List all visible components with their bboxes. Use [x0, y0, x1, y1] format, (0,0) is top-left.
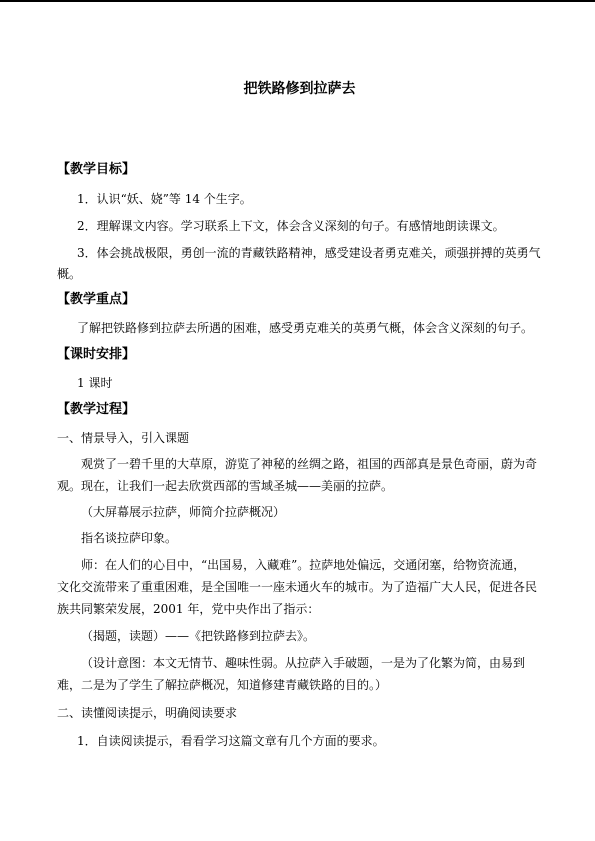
step-2-paragraph-1: 1．自读阅读提示，看看学习这篇文章有几个方面的要求。 [77, 734, 385, 748]
top-border-line [0, 0, 595, 2]
goal-item-1: 1．认识“妖、娆”等 14 个生字。 [77, 192, 252, 206]
section-heading-focus: 【教学重点】 [57, 292, 136, 307]
step-1-title: 一、情景导入，引入课题 [57, 431, 190, 445]
section-heading-process: 【教学过程】 [57, 402, 136, 417]
step-1-paragraph-5: （揭题，读题）——《把铁路修到拉萨去》。 [81, 629, 316, 643]
step-1-paragraph-6-line-2: 难，二是为了学生了解拉萨概况，知道修建青藏铁路的目的。） [57, 678, 388, 692]
goal-item-3-line-1: 3．体会挑战极限，勇创一流的青藏铁路精神，感受建设者勇克难关，顽强拼搏的英勇气 [77, 246, 541, 260]
focus-text: 了解把铁路修到拉萨去所遇的困难，感受勇克难关的英勇气概，体会含义深刻的句子。 [77, 321, 534, 335]
step-2-title: 二、读懂阅读提示，明确阅读要求 [57, 706, 238, 720]
step-1-paragraph-6-line-1: （设计意图：本文无情节、趣味性弱。从拉萨入手破题，一是为了化繁为简，由易到 [81, 656, 526, 670]
goal-item-3-line-2: 概。 [57, 267, 82, 281]
step-1-paragraph-4-line-1: 师：在人们的心目中，“出国易，入藏难”。拉萨地处偏远，交通闭塞，给物资流通， [81, 558, 526, 572]
step-1-paragraph-2: （大屏幕展示拉萨，师简介拉萨概况） [81, 505, 286, 519]
section-heading-schedule: 【课时安排】 [57, 347, 136, 362]
section-heading-goals: 【教学目标】 [57, 162, 136, 177]
goal-item-2: 2．理解课文内容。学习联系上下文，体会含义深刻的句子。有感情地朗读课文。 [77, 219, 505, 233]
step-1-paragraph-4-line-3: 族共同繁荣发展，2001 年，党中央作出了指示： [57, 602, 320, 616]
step-1-paragraph-4-line-2: 文化交流带来了重重困难，是全国唯一一座未通火车的城市。为了造福广大人民，促进各民 [57, 580, 538, 594]
schedule-text: 1 课时 [77, 376, 113, 390]
step-1-paragraph-3: 指名谈拉萨印象。 [81, 531, 178, 545]
step-1-paragraph-1-line-2: 观。现在，让我们一起去欣赏西部的雪域圣城——美丽的拉萨。 [57, 479, 394, 493]
page-title: 把铁路修到拉萨去 [243, 81, 356, 97]
step-1-paragraph-1-line-1: 观赏了一碧千里的大草原，游览了神秘的丝绸之路，祖国的西部真是景色奇丽，蔚为奇 [81, 457, 538, 471]
